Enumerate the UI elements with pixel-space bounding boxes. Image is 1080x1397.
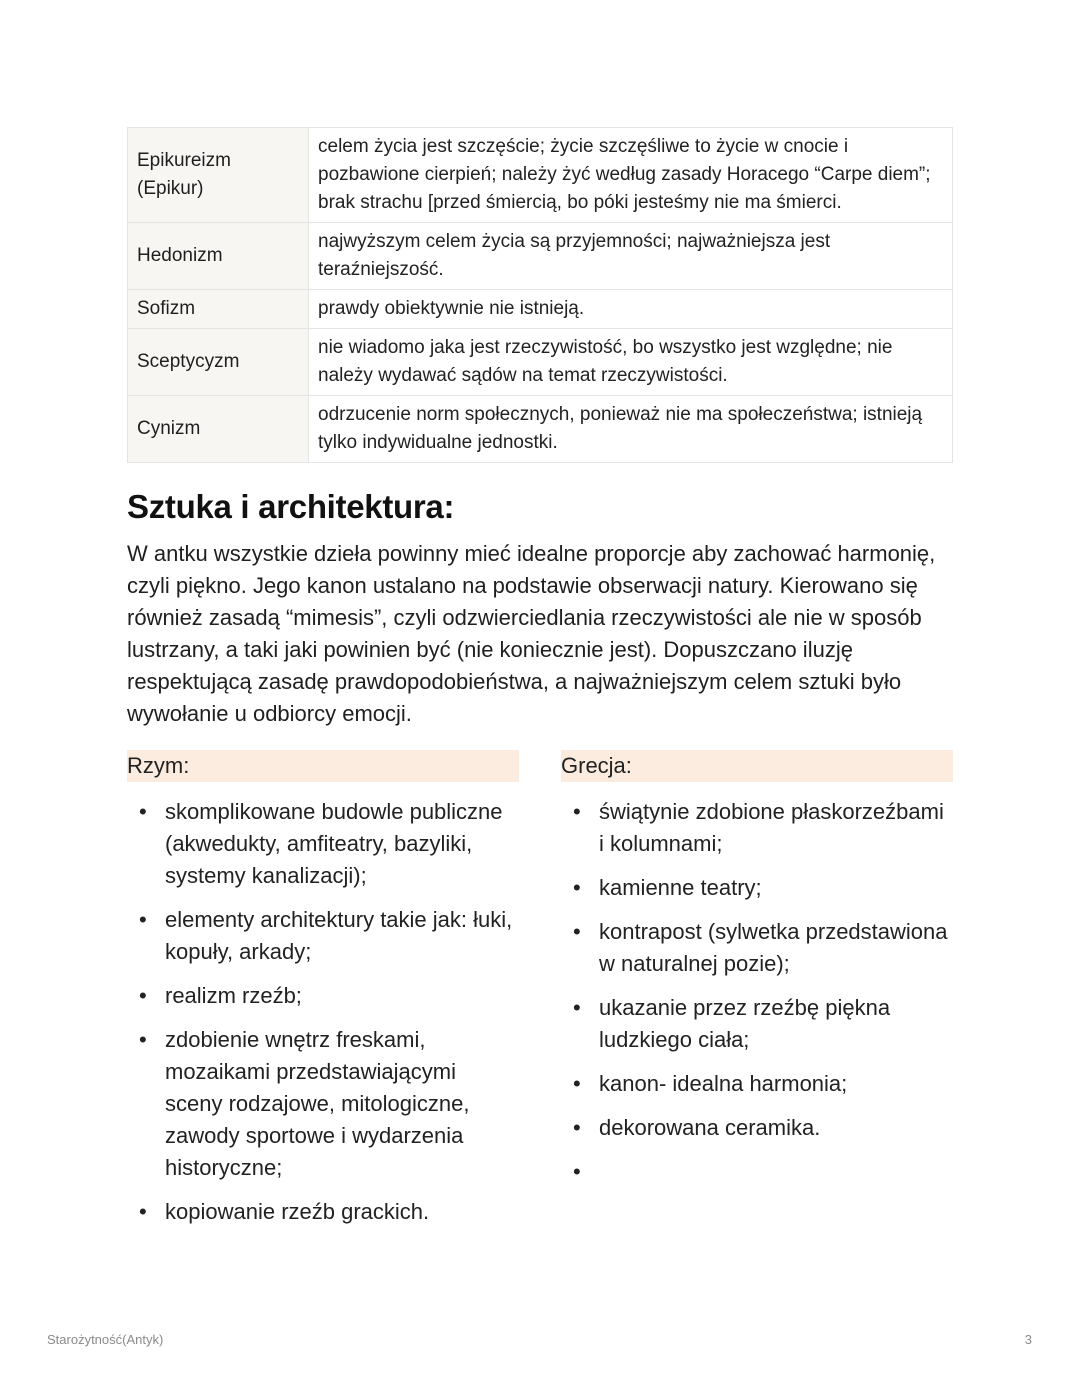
table-row <box>128 396 953 463</box>
list-item-text: dekorowana ceramika. <box>599 1115 821 1140</box>
list-item-text: kopiowanie rzeźb grackich. <box>165 1199 430 1224</box>
list-item <box>127 1024 519 1184</box>
bullet-icon: • <box>139 799 147 824</box>
definition-cell: odrzucenie norm społecznych, ponieważ nie ma społeczeństwa; istnieją tylko indywidualne jednostki. <box>309 396 953 463</box>
list-item-text: skomplikowane budowle publiczne (akwedukty, amfiteatry, bazyliki, systemy kanalizacji); <box>165 799 503 888</box>
bullet-icon: • <box>573 799 581 824</box>
term-cell: Sofizm <box>128 290 309 329</box>
list-item <box>127 980 519 1012</box>
bullet-icon: • <box>573 1159 581 1184</box>
rome-list <box>127 796 519 1228</box>
page-number: 3 <box>1024 1332 1032 1347</box>
bullet-icon: • <box>573 875 581 900</box>
bullet-icon: • <box>573 1115 581 1140</box>
bullet-icon: • <box>139 983 147 1008</box>
definition-cell: prawdy obiektywnie nie istnieją. <box>309 290 953 329</box>
list-item <box>561 1156 953 1188</box>
term-cell: Cynizm <box>128 396 309 463</box>
intro-paragraph: W antku wszystkie dzieła powinny mieć idealne proporcje aby zachować harmonię, czyli piękno. Jego kanon ustalano na podstawie obserwacji natury. Kierowano się również zasadą “mimesis”, czyli odzwierciedlania rzeczywistości ale nie w sposób lustrzany, a taki jaki powinien być (nie koniecznie jest). Dopuszczano iluzję respektującą zasadę prawdopodobieństwa, a najważniejszym celem sztuki było wywołanie u odbiorcy emocji. <box>127 541 936 726</box>
definition-cell: celem życia jest szczęście; życie szczęśliwe to życie w cnocie i pozbawione cierpień; należy żyć według zasady Horacego “Carpe diem”; brak strachu [przed śmiercią, bo póki jesteśmy nie ma śmierci. <box>309 128 953 223</box>
table-row <box>128 128 953 223</box>
list-item <box>561 872 953 904</box>
philosophy-table <box>127 127 953 463</box>
list-item <box>127 796 519 892</box>
list-item-text: elementy architektury takie jak: łuki, kopuły, arkady; <box>165 907 513 964</box>
list-item-text: realizm rzeźb; <box>165 983 302 1008</box>
list-item-text: kontrapost (sylwetka przedstawiona w naturalnej pozie); <box>599 919 948 976</box>
list-item <box>127 1196 519 1228</box>
list-item-text: ukazanie przez rzeźbę piękna ludzkiego ciała; <box>599 995 891 1052</box>
list-item-text: kanon- idealna harmonia; <box>599 1071 848 1096</box>
section-heading: Sztuka i architektura: <box>127 488 455 525</box>
table-row <box>128 290 953 329</box>
list-item-text: zdobienie wnętrz freskami, mozaikami przedstawiającymi sceny rodzajowe, mitologiczne, zawody sportowe i wydarzenia historyczne; <box>165 1027 470 1180</box>
list-item <box>561 1068 953 1100</box>
rome-heading: Rzym: <box>127 750 519 782</box>
list-item-text: świątynie zdobione płaskorzeźbami i kolumnami; <box>599 799 944 856</box>
bullet-icon: • <box>573 1071 581 1096</box>
list-item <box>127 904 519 968</box>
definition-cell: najwyższym celem życia są przyjemności; najważniejsza jest teraźniejszość. <box>309 223 953 290</box>
term-cell: Hedonizm <box>128 223 309 290</box>
table-row <box>128 329 953 396</box>
bullet-icon: • <box>139 907 147 932</box>
list-item <box>561 916 953 980</box>
definition-cell: nie wiadomo jaka jest rzeczywistość, bo wszystko jest względne; nie należy wydawać sądów na temat rzeczywistości. <box>309 329 953 396</box>
bullet-icon: • <box>573 995 581 1020</box>
rome-column <box>127 750 519 1240</box>
term-cell: Sceptycyzm <box>128 329 309 396</box>
greece-heading: Grecja: <box>561 750 953 782</box>
list-item <box>561 992 953 1056</box>
bullet-icon: • <box>139 1199 147 1224</box>
greece-column <box>561 750 953 1200</box>
list-item-text: kamienne teatry; <box>599 875 762 900</box>
list-item <box>561 1112 953 1144</box>
bullet-icon: • <box>139 1027 147 1052</box>
footer-title: Starożytność(Antyk) <box>47 1332 164 1347</box>
table-row <box>128 223 953 290</box>
bullet-icon: • <box>573 919 581 944</box>
list-item <box>561 796 953 860</box>
term-cell: Epikureizm (Epikur) <box>128 128 309 223</box>
greece-list <box>561 796 953 1188</box>
